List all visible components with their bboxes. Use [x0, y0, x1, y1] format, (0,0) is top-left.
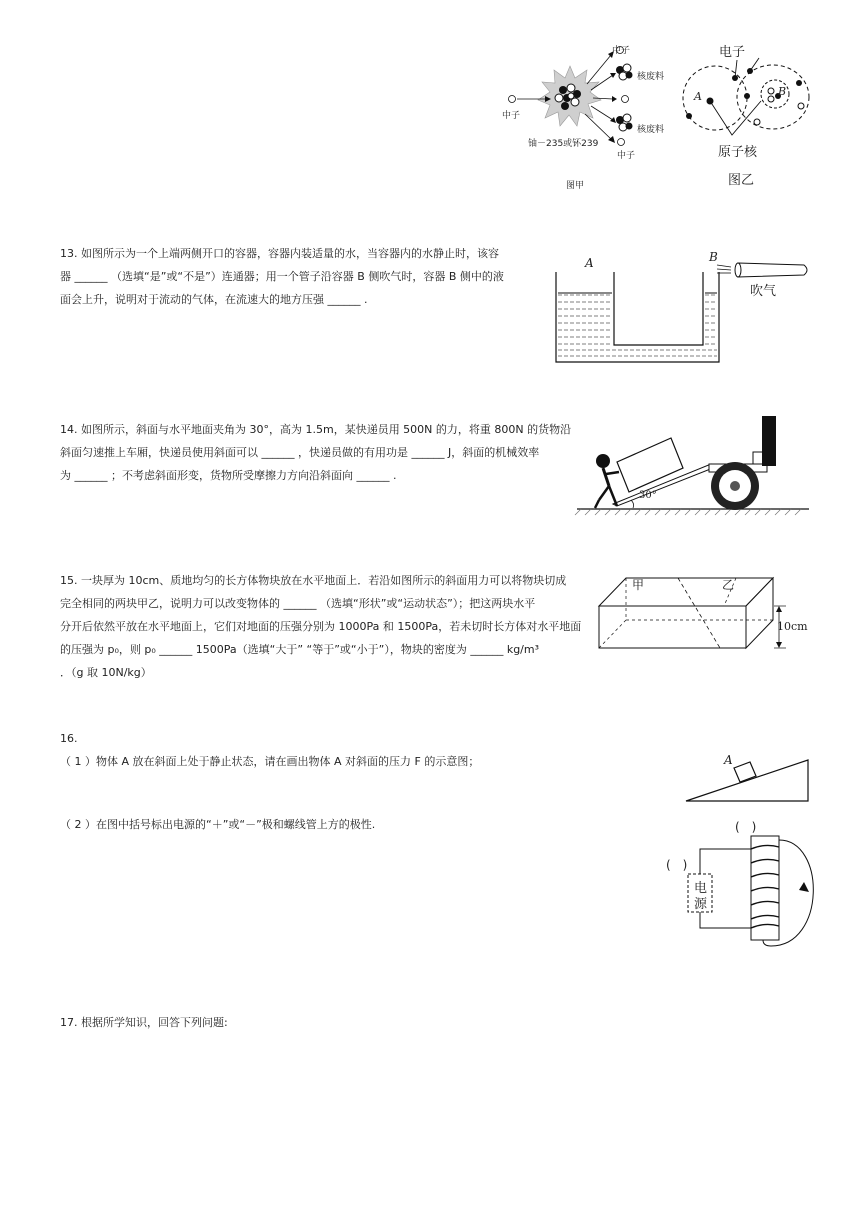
q15-line-5: ．（g 取 10N/kg）	[60, 666, 152, 679]
label-source-2: 源	[694, 897, 708, 912]
q15-line-2: 完全相同的两块甲乙，说明力可以改变物体的 ______ （选填“形状”或“运动状态”）；把这两块水平	[60, 597, 536, 610]
label-fuel: 铀－235或钚239	[528, 139, 599, 149]
label-source-1: 电	[694, 881, 708, 896]
caption-jia: 图甲	[566, 181, 585, 191]
label-angle: 30°	[639, 490, 657, 501]
q16-part1: （ 1 ）物体 A 放在斜面上处于静止状态，请在画出物体 A 对斜面的压力 F 的示意图；	[60, 755, 480, 768]
fission-diagram	[495, 38, 680, 178]
q13-line-1: 13. 如图所示为一个上端两侧开口的容器，容器内装适量的水，当容器内的水静止时，该容	[60, 247, 499, 260]
figure-connected-container	[552, 250, 812, 370]
paren-source[interactable]: ( )	[666, 858, 688, 872]
figure-yi	[675, 38, 835, 198]
q14-line-3: 为 ______ ；不考虑斜面形变，货物所受摩擦力方向沿斜面向 ______ .	[60, 469, 397, 482]
block-diagram	[596, 570, 816, 655]
q15-line-3: 分开后依然平放在水平地面上，它们对地面的压强分别为 1000Pa 和 1500Pa，若未切时长方体对水平地面	[60, 620, 582, 633]
ramp-truck-diagram	[573, 412, 813, 522]
circuit-diagram	[666, 816, 816, 956]
label-yi: 乙	[722, 578, 735, 592]
q16-number: 16.	[60, 732, 78, 745]
figure-jia	[495, 38, 680, 198]
label-point-b: B	[778, 85, 787, 98]
label-b: B	[709, 250, 718, 264]
q15-line-1: 15. 一块厚为 10cm、质地均匀的长方体物块放在水平地面上．若沿如图所示的斜面用力可以将物块切成	[60, 574, 567, 587]
label-neutron-bottom: 中子	[617, 151, 636, 161]
figure-block-cut	[596, 570, 816, 655]
label-nucleus: 原子核	[718, 145, 758, 160]
label-blow: 吹气	[750, 284, 777, 299]
label-thickness: 10cm	[777, 620, 808, 633]
label-neutron-top: 中子	[612, 46, 631, 56]
incline-diagram	[684, 750, 814, 805]
figure-incline-block	[684, 750, 814, 805]
label-waste-top: 核废料	[637, 72, 665, 82]
q15-line-4: 的压强为 p₀，则 p₀ ______ 1500Pa（选填“大于” “等于”或“小于”），物块的密度为 ______ kg/m³	[60, 643, 540, 656]
label-neutron-left: 中子	[502, 111, 521, 121]
question-17: 17. 根据所学知识，回答下列问题:	[60, 1016, 228, 1029]
label-object-a: A	[724, 753, 733, 767]
q14-line-1: 14. 如图所示，斜面与水平地面夹角为 30°，高为 1.5m，某快递员用 500N 的力，将重 800N 的货物沿	[60, 423, 572, 436]
label-point-a: A	[694, 90, 702, 103]
label-electron: 电子	[719, 45, 746, 60]
q14-line-2: 斜面匀速推上车厢，快递员使用斜面可以 ______ ，快递员做的有用功是 ______ J，斜面的机械效率	[60, 446, 540, 459]
caption-yi: 图乙	[728, 173, 755, 188]
figure-ramp-truck	[573, 412, 813, 522]
figure-solenoid-circuit	[666, 816, 816, 956]
q13-line-3: 面会上升，说明对于流动的气体，在流速大的地方压强 ______ .	[60, 293, 368, 306]
label-waste-bottom: 核废料	[637, 125, 665, 135]
label-a: A	[585, 256, 594, 270]
q13-line-2: 器 ______ （选填“是”或“不是”）连通器；用一个管子沿容器 B 侧吹气时，容器 B 侧中的液	[60, 270, 504, 283]
paren-solenoid-top[interactable]: ( )	[735, 820, 757, 834]
q16-part2: （ 2 ）在图中括号标出电源的“＋”或“－”极和螺线管上方的极性.	[60, 818, 376, 831]
label-jia: 甲	[632, 578, 645, 592]
